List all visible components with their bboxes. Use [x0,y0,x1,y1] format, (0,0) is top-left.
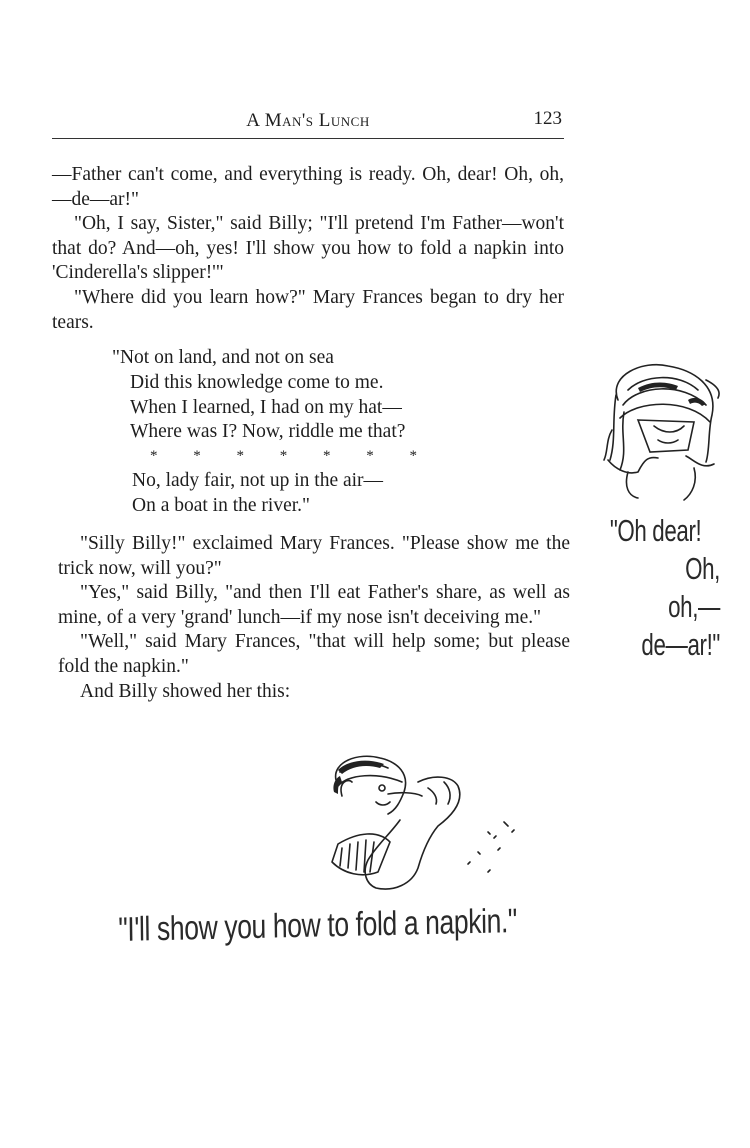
page-number: 123 [533,108,562,129]
paragraph: "Silly Billy!" exclaimed Mary Frances. "Please show me the trick now, will you?" [58,533,570,579]
prose-top [52,163,564,335]
verse-line: "Not on land, and not on sea [112,347,334,368]
verse-line: When I learned, I had on my hat— [130,396,402,418]
title-prefix: A [246,110,265,131]
paragraph: "Oh, I say, Sister," said Billy; "I'll pretend I'm Father—won't that do? And—oh, yes! I'll show you how to fold a napkin into 'Cinderella's slipper!'" [52,213,564,284]
side-caption-line: de—ar!" [641,627,720,662]
title-smallcaps: Man's Lunch [264,110,370,131]
verse-line: On a boat in the river." [132,494,310,516]
paragraph: "Yes," said Billy, "and then I'll eat Father's share, as well as mine, of a very 'grand' lunch—if my nose isn't deceiving me." [58,582,570,628]
side-caption-line: oh,— [668,589,720,624]
verse-line: Where was I? Now, riddle me that? [130,421,406,443]
paragraph: "Where did you learn how?" Mary Frances began to dry her tears. [52,286,564,333]
boy-folding-napkin-illustration [318,752,528,902]
side-exclamation-caption [609,512,720,664]
side-caption-line: "Oh dear! [609,513,702,548]
paragraph: "Well," said Mary Frances, "that will help some; but please fold the napkin." [58,631,570,677]
crying-girl-illustration [598,360,726,510]
verse-section-break: * * * * * * * [150,448,417,465]
prose-bottom [58,532,570,704]
side-caption-line: Oh, [685,551,720,586]
verse-line: Did this knowledge come to me. [130,371,384,393]
paragraph: And Billy showed her this: [80,680,291,702]
verse-line: No, lady fair, not up in the air— [132,470,384,492]
paragraph: —Father can't come, and everything is ready. Oh, dear! Oh, oh,—de—ar!" [52,164,564,210]
illustration-caption: "I'll show you how to fold a napkin." [118,902,518,949]
riddle-verse [112,346,512,519]
running-head [52,108,564,139]
running-title [52,110,564,132]
